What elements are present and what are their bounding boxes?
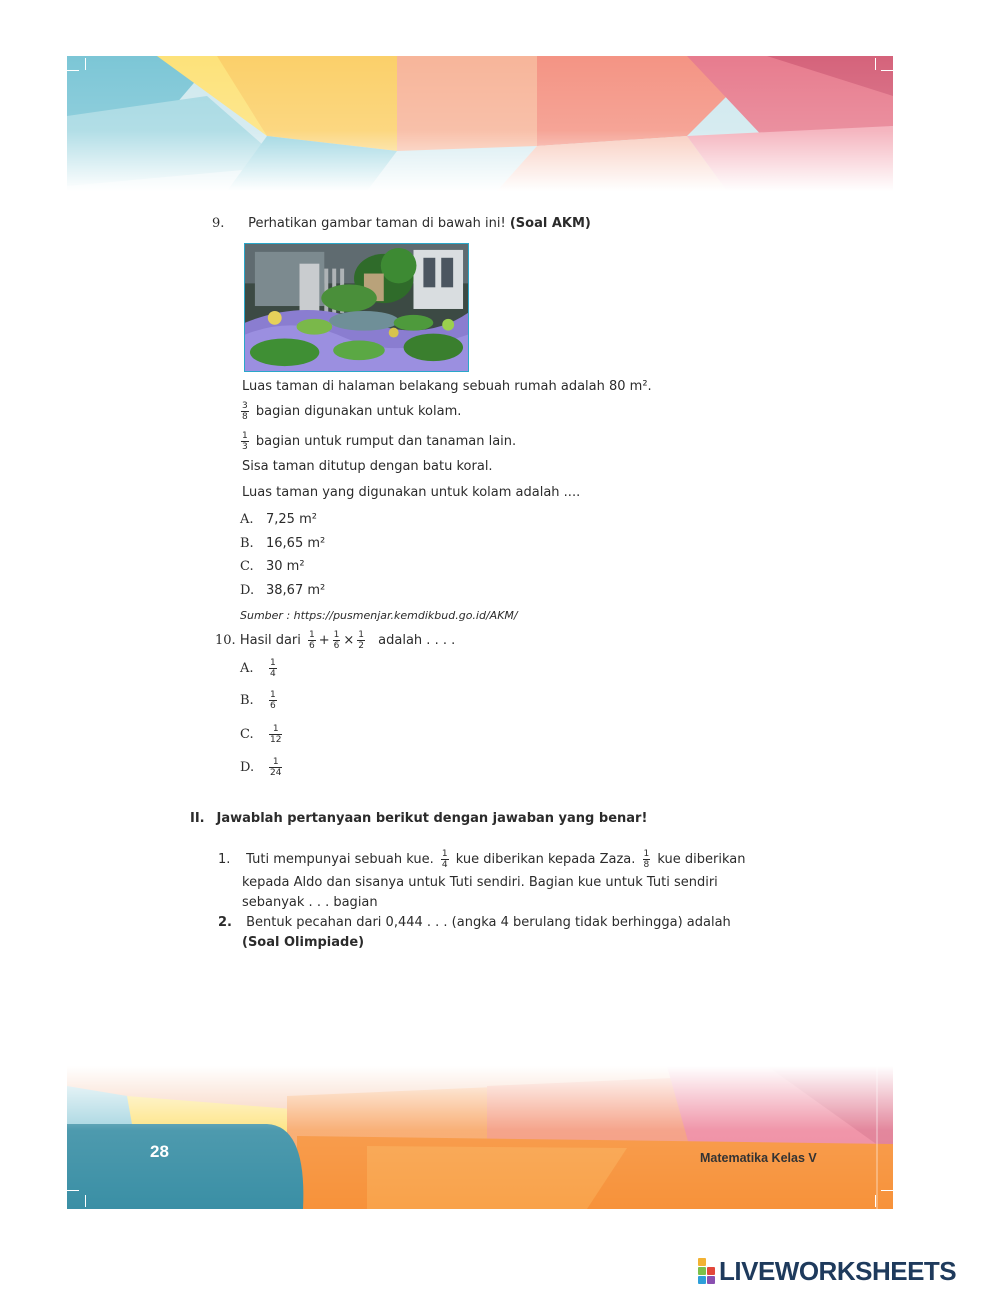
footer-title: Matematika Kelas V (700, 1151, 817, 1165)
q9-option-b[interactable]: B. 16,65 m² (240, 536, 326, 551)
fraction: $\frac{1}{6}$ (309, 630, 315, 651)
q10-option-d[interactable]: D. $\frac{1}{24}$ (240, 757, 282, 778)
q9-option-c[interactable]: C. 30 m² (240, 559, 305, 574)
logo-text: LIVEWORKSHEETS (719, 1255, 957, 1286)
logo-mark-icon (698, 1258, 715, 1284)
page-number: 28 (150, 1142, 169, 1161)
q9-line2-row (238, 401, 461, 422)
crop-mark (881, 1190, 893, 1191)
s2-item1-number: 1. (218, 852, 231, 867)
q9-question: Luas taman yang digunakan untuk kolam adalah .... (242, 485, 581, 500)
q9-number: 9. (212, 216, 225, 231)
footer-banner (67, 1066, 893, 1209)
fraction: $\frac{1}{4}$ (441, 849, 448, 870)
crop-mark (67, 70, 79, 71)
q9-line4: Sisa taman ditutup dengan batu koral. (242, 459, 493, 474)
garden-photo (244, 243, 469, 372)
crop-mark (85, 1195, 86, 1207)
fraction: $\frac{3}{8}$ (242, 401, 248, 422)
times-sign: × (343, 633, 355, 648)
fraction: $\frac{1}{4}$ (270, 658, 276, 679)
s2-item2-line1: 2. Bentuk pecahan dari 0,444 . . . (angka 4 berulang tidak berhingga) adalah (218, 915, 731, 930)
q10-prefix: Hasil dari (239, 633, 301, 648)
plus-sign: + (318, 633, 330, 648)
s2-item1-line2: kepada Aldo dan sisanya untuk Tuti sendiri. Bagian kue untuk Tuti sendiri (242, 875, 718, 890)
crop-mark (85, 58, 86, 70)
section2-heading: Jawablah pertanyaan berikut dengan jawaban yang benar! (216, 811, 648, 826)
q9-tag: (Soal AKM) (509, 216, 591, 231)
q9-source: Sumber : https://pusmenjar.kemdikbud.go.id/AKM/ (240, 609, 518, 622)
q9-header (212, 216, 591, 232)
q10-suffix: adalah . . . . (378, 633, 456, 648)
q10-number: 10. (215, 633, 236, 648)
crop-mark (67, 1190, 79, 1191)
s2-item1-line3: sebanyak . . . bagian (242, 895, 378, 910)
s2-item2-number: 2. (218, 915, 232, 930)
crop-mark (881, 70, 893, 71)
fraction: $\frac{1}{24}$ (270, 757, 282, 778)
q9-line2: bagian digunakan untuk kolam. (255, 404, 462, 419)
q10-option-b[interactable]: B. $\frac{1}{6}$ (240, 690, 276, 711)
q9-line3-row (238, 431, 516, 452)
fraction: $\frac{1}{6}$ (270, 690, 276, 711)
q9-line1: Luas taman di halaman belakang sebuah rumah adalah 80 m². (242, 379, 652, 394)
s2-item2-tag: (Soal Olimpiade) (242, 935, 365, 950)
section2-heading-row (190, 811, 647, 827)
q10-header (215, 630, 455, 651)
fraction: $\frac{1}{8}$ (643, 849, 650, 870)
crop-mark (875, 58, 876, 70)
liveworksheets-logo[interactable] (698, 1255, 957, 1286)
fraction: $\frac{1}{6}$ (333, 630, 340, 651)
s2-item1-line1: 1. Tuti mempunyai sebuah kue. $\frac{1}{4}$ kue diberikan kepada Zaza. $\frac{1}{8}$ kue diberikan (218, 849, 746, 870)
q9-option-a[interactable]: A. 7,25 m² (240, 512, 317, 527)
q10-option-c[interactable]: C. $\frac{1}{12}$ (240, 724, 282, 745)
fraction: $\frac{1}{3}$ (242, 431, 248, 452)
q9-stem: Perhatikan gambar taman di bawah ini! (248, 216, 506, 231)
q9-option-d[interactable]: D. 38,67 m² (240, 583, 326, 598)
q9-line3: bagian untuk rumput dan tanaman lain. (255, 434, 517, 449)
fraction: $\frac{1}{12}$ (270, 724, 282, 745)
crop-mark (875, 1195, 876, 1207)
fraction: $\frac{1}{2}$ (358, 630, 365, 651)
header-banner (67, 56, 893, 191)
q10-option-a[interactable]: A. $\frac{1}{4}$ (240, 658, 276, 679)
section2-number: II. (190, 811, 205, 826)
